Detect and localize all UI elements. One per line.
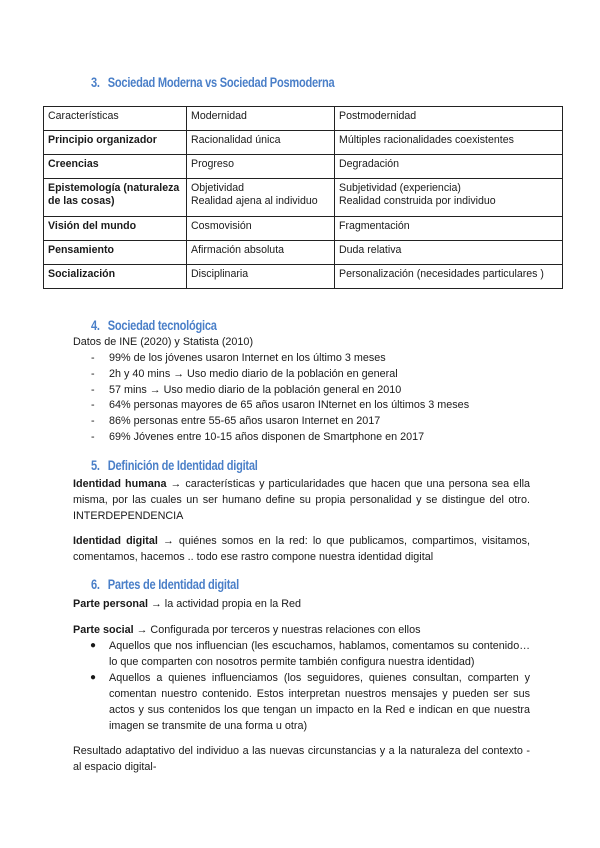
table-row [44,131,563,155]
dash-bullet: - [91,415,95,428]
section-6-heading [91,577,239,592]
postmodern-line: Realidad construida por individuo [339,195,496,207]
list-item: - 99% de los jóvenes usaron Internet en los último 3 meses [73,351,469,367]
modern-cell: Progreso [187,155,335,179]
term: Parte personal [73,598,149,610]
social-part-list [73,638,530,734]
section-number: 5. [91,458,100,473]
term: Parte social [73,624,134,636]
section-number: 3. [91,75,100,90]
digital-identity-paragraph [73,533,530,565]
definition: → características y particularidades que hacen que una persona sea ella misma, por las cuales un ser humano define su propia personalidad y se distingue del otro. INTERDEPENDENCIA [73,478,530,522]
dash-bullet: - [91,383,95,396]
conclusion-paragraph: Resultado adaptativo del individuo a las nuevas circunstancias y a la naturaleza del contexto -al espacio digital- [73,745,530,773]
dash-bullet: - [91,430,95,443]
postmodern-line: Subjetividad (experiencia) [339,182,461,194]
section-title: Definición de Identidad digital [107,458,258,473]
feature-cell: Pensamiento [44,241,187,265]
header-cell: Modernidad [187,107,335,131]
modern-cell: Cosmovisión [187,217,335,241]
feature-cell: Socialización [44,265,187,289]
term: Identidad digital [73,535,158,547]
list-item: - 69% Jóvenes entre 10-15 años disponen de Smartphone en 2017 [73,430,469,446]
postmodern-cell: Personalización (necesidades particulares ) [335,265,563,289]
list-item: - 86% personas entre 55-65 años usaron Internet en 2017 [73,414,469,430]
postmodern-cell: Duda relativa [335,241,563,265]
section-title: Sociedad tecnológica [107,318,217,333]
dash-bullet: - [91,367,95,380]
term: Identidad humana [73,478,167,490]
section-4-heading [91,318,217,333]
table-header-row [44,107,563,131]
feature-cell: Principio organizador [44,131,187,155]
section-number: 6. [91,577,100,592]
postmodern-cell: Degradación [335,155,563,179]
modern-cell: Racionalidad única [187,131,335,155]
bullet-dot: ● [90,672,97,683]
postmodern-cell: Fragmentación [335,217,563,241]
table-row [44,155,563,179]
section-number: 4. [91,318,100,333]
modern-line: Objetividad [191,182,244,194]
definition: → quiénes somos en la red: lo que publicamos, compartimos, visitamos, comentamos, hacemos .. todo ese rastro compone nuestra identidad digital [73,535,530,563]
dash-bullet: - [91,399,95,412]
dash-bullet: - [91,352,95,364]
postmodern-cell [335,179,563,217]
modern-line: Realidad ajena al individuo [191,195,318,207]
section-title: Partes de Identidad digital [107,577,239,592]
feature-cell: Epistemología (naturaleza de las cosas) [44,179,187,217]
table-row [44,179,563,217]
table-row [44,217,563,241]
list-item: ● Aquellos a quienes influenciamos (los seguidores, quienes consultan, comparten y comentan nuestro contenido. Estos interpretan nuestros mensajes y pueden ser sus actos y sus contenidos los que tengan un impacto en la Red e indican en que nuestra imagen se transmite de una forma u otra) [90,672,530,732]
modern-cell [187,179,335,217]
list-item: - 64% personas mayores de 65 años usaron INternet en los últimos 3 meses [73,398,469,414]
table-row [44,265,563,289]
section-title: Sociedad Moderna vs Sociedad Posmoderna [107,75,335,90]
statistics-list [73,351,469,446]
human-identity-paragraph [73,476,530,524]
header-cell: Postmodernidad [335,107,563,131]
comparison-table [43,106,563,289]
bullet-dot: ● [90,640,97,651]
list-item: - 2h y 40 mins → Uso medio diario de la población en general [73,367,469,383]
section-5-heading [91,458,258,473]
postmodern-cell: Múltiples racionalidades coexistentes [335,131,563,155]
personal-part-paragraph [73,596,530,612]
section-3-heading [91,75,334,90]
feature-cell: Visión del mundo [44,217,187,241]
feature-cell: Creencias [44,155,187,179]
social-part-paragraph [73,622,530,638]
definition: → Configurada por terceros y nuestras relaciones con ellos [133,624,421,636]
list-item: - 57 mins → Uso medio diario de la población general en 2010 [73,383,469,399]
modern-cell: Disciplinaria [187,265,335,289]
data-source-intro: Datos de INE (2020) y Statista (2010) [73,336,254,348]
list-item: ● Aquellos que nos influencian (les escuchamos, hablamos, comentamos su contenido… lo que comparten con nosotros permite también configura nuestra identidad) [90,640,530,668]
header-cell: Características [44,107,187,131]
modern-cell: Afirmación absoluta [187,241,335,265]
table-row [44,241,563,265]
definition: → la actividad propia en la Red [148,598,302,610]
